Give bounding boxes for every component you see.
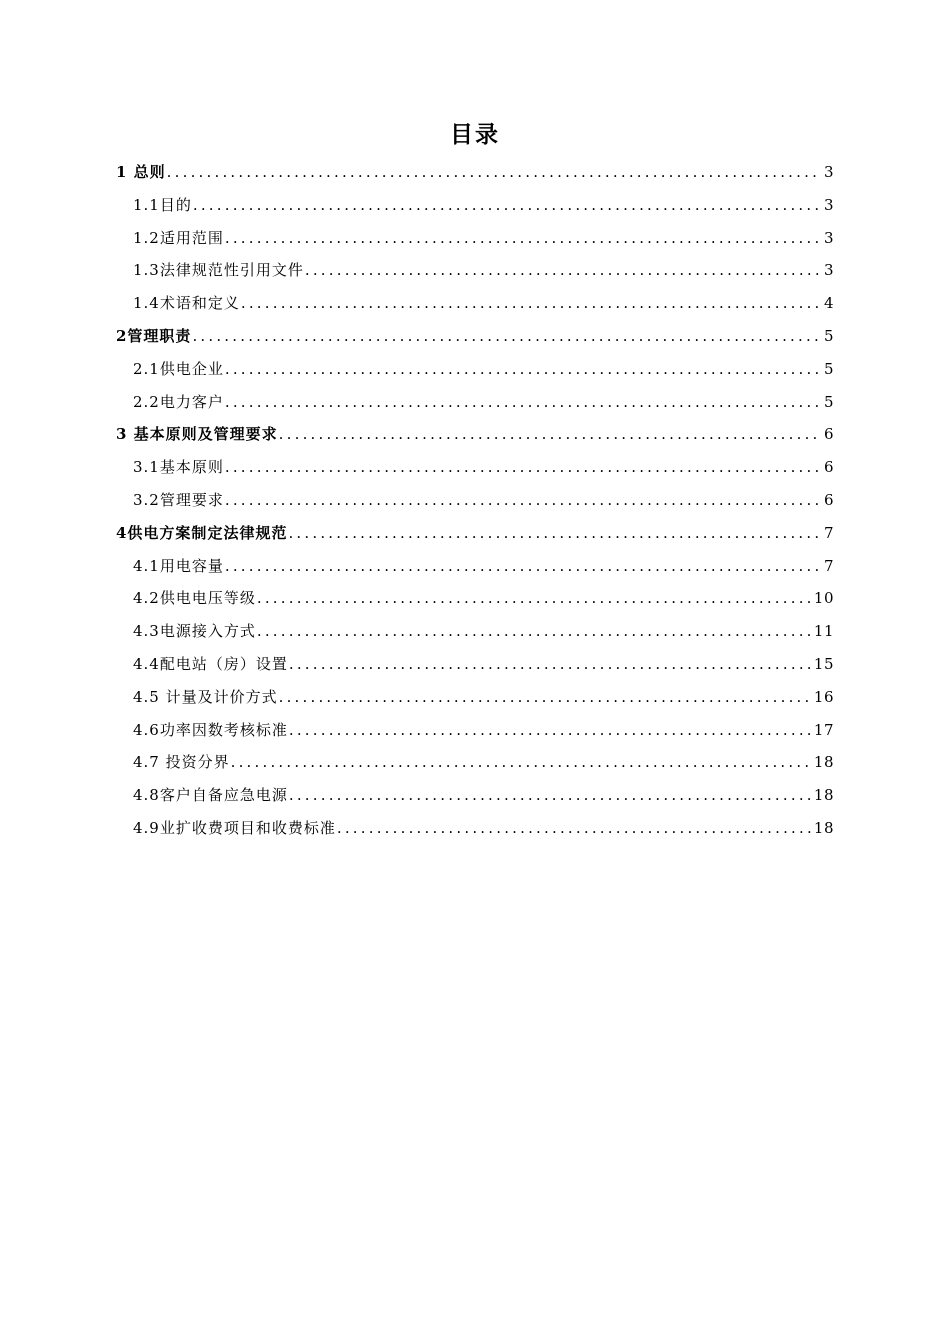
- toc-entry-text: 2.2电力客户: [133, 392, 224, 411]
- toc-dot-leader: [305, 254, 821, 287]
- toc-entry-page-number: 18: [813, 818, 834, 837]
- toc-dot-leader: [289, 779, 811, 812]
- toc-dot-leader: [288, 517, 821, 550]
- toc-entry[interactable]: [116, 353, 834, 386]
- toc-entry-text: 3.1基本原则: [133, 458, 224, 477]
- toc-entry[interactable]: [116, 648, 834, 681]
- toc-dot-leader: [225, 353, 821, 386]
- toc-entry-page-number: 10: [813, 589, 834, 608]
- toc-entry-page-number: 18: [813, 786, 834, 805]
- toc-entry-text: 4.9业扩收费项目和收费标准: [133, 818, 336, 837]
- toc-dot-leader: [225, 222, 821, 255]
- toc-entry[interactable]: [116, 550, 834, 583]
- toc-entry-page-number: 11: [813, 622, 834, 641]
- toc-entry-page-number: 3: [823, 195, 834, 214]
- toc-entry[interactable]: [116, 714, 834, 747]
- toc-dot-leader: [257, 582, 811, 615]
- toc-entry-page-number: 7: [823, 556, 834, 575]
- toc-dot-leader: [192, 320, 821, 353]
- toc-entry[interactable]: [116, 779, 834, 812]
- toc-entry-text: 1 总则: [116, 163, 166, 181]
- toc-entry[interactable]: [116, 517, 834, 550]
- toc-entry[interactable]: [116, 484, 834, 517]
- toc-entry[interactable]: [116, 582, 834, 615]
- toc-title: 目录: [450, 121, 500, 148]
- toc-entry[interactable]: [116, 189, 834, 222]
- toc-entry-text: 1.2适用范围: [133, 228, 224, 247]
- toc-entry-page-number: 3: [823, 228, 834, 247]
- toc-entry-page-number: 6: [823, 458, 834, 477]
- toc-entry-text: 1.4术语和定义: [133, 294, 240, 313]
- toc-entry[interactable]: [116, 812, 834, 845]
- toc-entry-page-number: 16: [813, 687, 834, 706]
- toc-dot-leader: [279, 681, 811, 714]
- toc-dot-leader: [257, 615, 811, 648]
- toc-dot-leader: [289, 714, 811, 747]
- toc-entry[interactable]: [116, 156, 834, 189]
- toc-dot-leader: [241, 287, 821, 320]
- toc-entry-page-number: 6: [823, 425, 834, 444]
- toc-entry-page-number: 15: [813, 654, 834, 673]
- toc-entry-text: 4.3电源接入方式: [133, 622, 256, 641]
- toc-entry-page-number: 3: [823, 163, 834, 181]
- toc-dot-leader: [289, 648, 811, 681]
- toc-dot-leader: [337, 812, 811, 845]
- toc-entry[interactable]: [116, 746, 834, 779]
- toc-entry[interactable]: [116, 418, 834, 451]
- toc-entry-text: 4.4配电站（房）设置: [133, 654, 288, 673]
- toc-dot-leader: [193, 189, 821, 222]
- toc-entry-text: 1.1目的: [133, 195, 192, 214]
- toc-entry-text: 4.2供电电压等级: [133, 589, 256, 608]
- toc-dot-leader: [225, 386, 821, 419]
- toc-entry-text: 3.2管理要求: [133, 490, 224, 509]
- toc-entry-text: 4.1用电容量: [133, 556, 224, 575]
- toc-dot-leader: [225, 484, 821, 517]
- toc-entry[interactable]: [116, 254, 834, 287]
- toc-list: [116, 156, 834, 845]
- toc-entry-page-number: 5: [823, 359, 834, 378]
- toc-entry-page-number: 17: [813, 720, 834, 739]
- toc-entry-page-number: 18: [813, 753, 834, 772]
- toc-entry-page-number: 5: [823, 392, 834, 411]
- toc-entry-text: 4.7 投资分界: [133, 753, 230, 772]
- toc-entry-text: 2管理职责: [116, 326, 192, 345]
- toc-dot-leader: [225, 550, 821, 583]
- toc-entry-text: 3 基本原则及管理要求: [116, 425, 278, 444]
- toc-entry-page-number: 5: [823, 326, 834, 345]
- toc-entry-text: 4供电方案制定法律规范: [116, 523, 288, 542]
- toc-entry[interactable]: [116, 451, 834, 484]
- toc-dot-leader: [167, 156, 821, 189]
- toc-dot-leader: [231, 746, 811, 779]
- toc-entry-page-number: 3: [823, 261, 834, 280]
- toc-entry[interactable]: [116, 222, 834, 255]
- toc-dot-leader: [225, 451, 821, 484]
- toc-entry[interactable]: [116, 681, 834, 714]
- toc-entry[interactable]: [116, 320, 834, 353]
- toc-entry[interactable]: [116, 615, 834, 648]
- toc-entry-text: 4.6功率因数考核标准: [133, 720, 288, 739]
- toc-entry[interactable]: [116, 386, 834, 419]
- toc-entry-text: 2.1供电企业: [133, 359, 224, 378]
- toc-entry-page-number: 6: [823, 490, 834, 509]
- toc-entry-text: 1.3法律规范性引用文件: [133, 261, 304, 280]
- toc-entry-text: 4.8客户自备应急电源: [133, 786, 288, 805]
- toc-entry[interactable]: [116, 287, 834, 320]
- toc-dot-leader: [279, 418, 821, 451]
- toc-entry-text: 4.5 计量及计价方式: [133, 687, 278, 706]
- toc-entry-page-number: 7: [823, 523, 834, 542]
- toc-entry-page-number: 4: [823, 294, 834, 313]
